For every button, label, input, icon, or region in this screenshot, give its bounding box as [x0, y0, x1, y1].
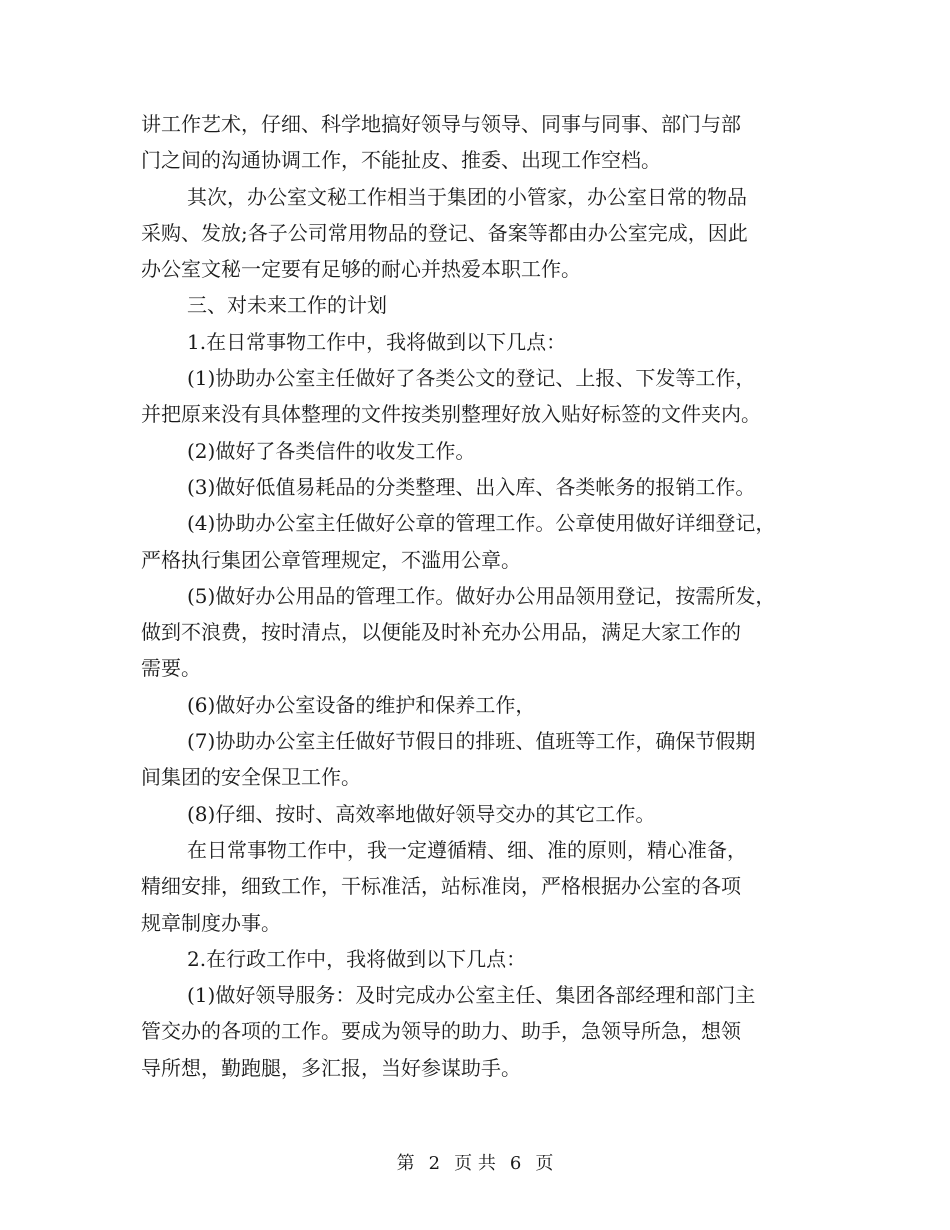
- text-line: (2)做好了各类信件的收发工作。: [187, 438, 476, 463]
- text-line: (1)做好领导服务：及时完成办公室主任、集团各部经理和部门主: [187, 983, 756, 1008]
- text-line: 做到不浪费，按时清点，以便能及时补充办公用品，满足大家工作的: [141, 620, 741, 645]
- text-line: 三、对未来工作的计划: [187, 293, 387, 318]
- text-line: 规章制度办事。: [141, 910, 281, 935]
- document-body: [141, 106, 831, 1086]
- text-line: 办公室文秘一定要有足够的耐心并热爱本职工作。: [141, 257, 581, 282]
- text-line: (6)做好办公室设备的维护和保养工作，: [187, 692, 536, 717]
- text-line: 在日常事物工作中，我一定遵循精、细、准的原则，精心准备，: [187, 837, 747, 862]
- text-line: 并把原来没有具体整理的文件按类别整理好放入贴好标签的文件夹内。: [141, 402, 761, 427]
- footer-suffix: 页: [535, 1153, 554, 1174]
- text-line: (7)协助办公室主任做好节假日的排班、值班等工作，确保节假期: [187, 729, 756, 754]
- footer-total-pages: 6: [509, 1153, 522, 1174]
- text-line: 精细安排，细致工作，干标准活，站标准岗，严格根据办公室的各项: [141, 874, 741, 899]
- footer-prefix: 第: [396, 1153, 415, 1174]
- text-line: (4)协助办公室主任做好公章的管理工作。公章使用做好详细登记，: [187, 511, 776, 536]
- text-line: 1.在日常事物工作中，我将做到以下几点：: [187, 329, 567, 354]
- text-line: (3)做好低值易耗品的分类整理、出入库、各类帐务的报销工作。: [187, 474, 756, 499]
- text-line: 导所想，勤跑腿，多汇报，当好参谋助手。: [141, 1055, 521, 1080]
- text-line: 讲工作艺术，仔细、科学地搞好领导与领导、同事与同事、部门与部: [141, 112, 741, 136]
- footer-middle: 页 共: [454, 1153, 496, 1174]
- text-line: (8)仔细、按时、高效率地做好领导交办的其它工作。: [187, 801, 656, 826]
- text-line: 需要。: [141, 656, 201, 681]
- text-line: 采购、发放;各子公司常用物品的登记、备案等都由办公室完成，因此: [141, 220, 748, 245]
- text-line: (5)做好办公用品的管理工作。做好办公用品领用登记，按需所发，: [187, 583, 776, 608]
- text-line: 其次，办公室文秘工作相当于集团的小管家，办公室日常的物品: [187, 184, 747, 209]
- footer-page-number: 2: [428, 1153, 441, 1174]
- text-line: (1)协助办公室主任做好了各类公文的登记、上报、下发等工作，: [187, 366, 756, 391]
- page-footer: [0, 1152, 950, 1176]
- text-line: 严格执行集团公章管理规定，不滥用公章。: [141, 547, 521, 572]
- text-line: 管交办的各项的工作。要成为领导的助力、助手，急领导所急，想领: [141, 1019, 741, 1044]
- text-line: 间集团的安全保卫工作。: [141, 765, 361, 790]
- text-line: 门之间的沟通协调工作，不能扯皮、推委、出现工作空档。: [141, 148, 661, 173]
- text-line: 2.在行政工作中，我将做到以下几点：: [187, 946, 527, 971]
